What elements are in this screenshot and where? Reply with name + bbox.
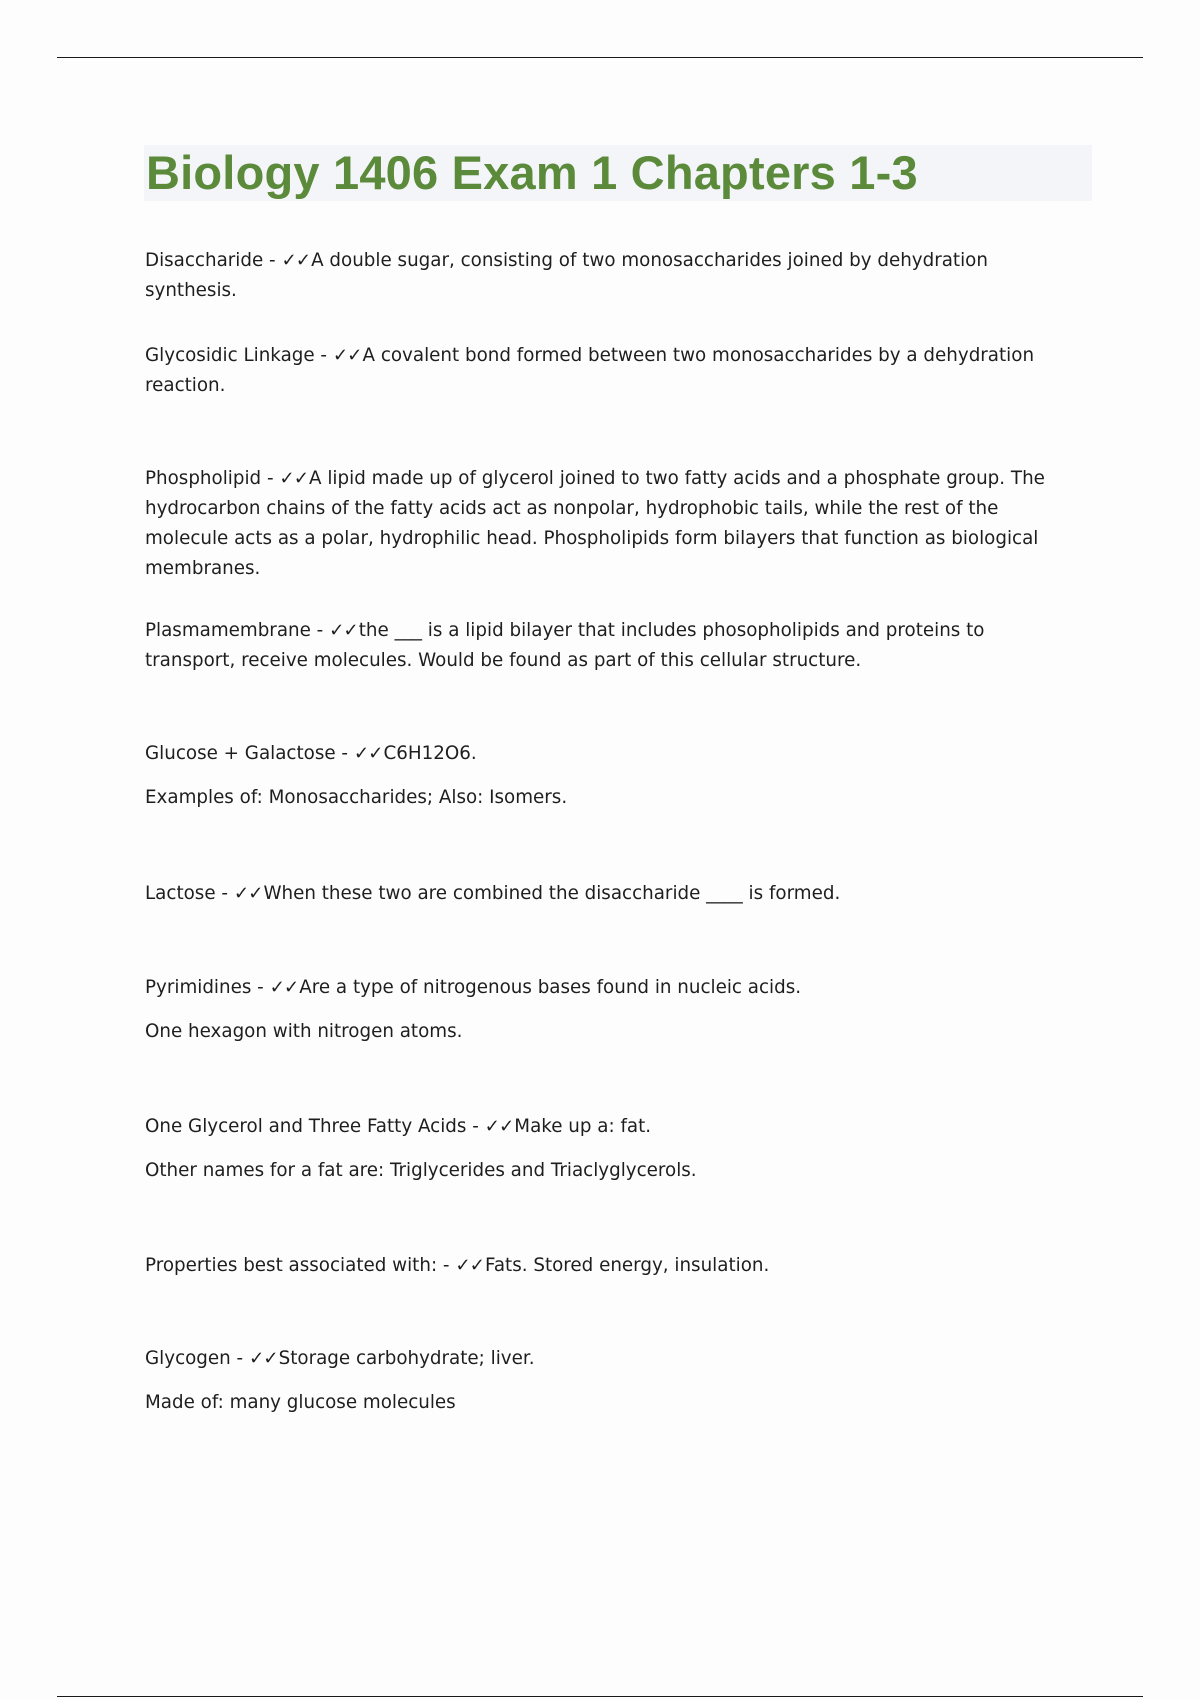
entry-definition: A covalent bond formed between two monosaccharides by a dehydration reaction. — [145, 345, 1035, 396]
double-check-icon: ✓✓ — [269, 977, 299, 998]
list-item — [145, 616, 1080, 676]
entry-line — [145, 616, 1080, 676]
list-item — [145, 1344, 1080, 1418]
entry-line — [145, 341, 1080, 401]
separator: - — [251, 977, 270, 998]
entry-definition: the ___ is a lipid bilayer that includes phosopholipids and proteins to transport, receive molecules. Would be found as part of this cellular structure. — [145, 620, 985, 671]
double-check-icon: ✓✓ — [484, 1116, 514, 1137]
entry-line — [145, 1112, 1080, 1142]
list-item — [145, 973, 1080, 1047]
page-title: Biology 1406 Exam 1 Chapters 1-3 — [146, 146, 918, 199]
entry-line — [145, 1251, 1080, 1281]
entry-definition: A double sugar, consisting of two monosaccharides joined by dehydration synthesis. — [145, 250, 988, 301]
separator: - — [437, 1255, 456, 1276]
header-rule — [57, 57, 1143, 58]
entry-definition: Are a type of nitrogenous bases found in nucleic acids. — [299, 977, 802, 998]
double-check-icon: ✓✓ — [281, 250, 311, 271]
double-check-icon: ✓✓ — [248, 1348, 278, 1369]
entry-definition: When these two are combined the disaccharide ____ is formed. — [263, 883, 841, 904]
separator: - — [263, 250, 282, 271]
entry-definition: Fats. Stored energy, insulation. — [484, 1255, 770, 1276]
entry-definition: C6H12O6. — [383, 743, 477, 764]
entry-line — [145, 879, 1080, 909]
entry-definition: Make up a: fat. — [514, 1116, 652, 1137]
double-check-icon: ✓✓ — [455, 1255, 484, 1276]
entry-line — [145, 739, 1080, 769]
entry-term: One Glycerol and Three Fatty Acids — [145, 1116, 467, 1137]
entry-definition: A lipid made up of glycerol joined to two fatty acids and a phosphate group. The hydrocarbon chains of the fatty acids act as nonpolar, hydrophobic tails, while the rest of the molecule acts as a polar, hydrophilic head. Phospholipids form bilayers that function as biological membranes. — [145, 468, 1045, 579]
entry-extra: One hexagon with nitrogen atoms. — [145, 1021, 463, 1042]
double-check-icon: ✓✓ — [279, 468, 309, 489]
list-item — [145, 1251, 1080, 1281]
list-item — [145, 341, 1080, 401]
entry-line — [145, 246, 1080, 306]
separator: - — [310, 620, 330, 641]
entry-term: Properties best associated with: — [145, 1255, 438, 1276]
separator: - — [215, 883, 234, 904]
entry-term: Plasmamembrane — [145, 620, 311, 641]
double-check-icon: ✓✓ — [233, 883, 263, 904]
entry-term: Pyrimidines — [145, 977, 252, 998]
double-check-icon: ✓✓ — [329, 620, 358, 641]
entry-term: Disaccharide — [145, 250, 264, 271]
separator: - — [314, 345, 333, 366]
entry-term: Lactose — [145, 883, 216, 904]
entry-term: Glycogen — [145, 1348, 231, 1369]
list-item — [145, 1112, 1080, 1186]
entry-extra: Examples of: Monosaccharides; Also: Isomers. — [145, 787, 568, 808]
separator: - — [335, 743, 354, 764]
entry-line — [145, 1344, 1080, 1374]
separator: - — [261, 468, 280, 489]
double-check-icon: ✓✓ — [353, 743, 383, 764]
entry-extra: Made of: many glucose molecules — [145, 1392, 456, 1413]
entry-line — [145, 973, 1080, 1003]
entry-term: Glucose + Galactose — [145, 743, 336, 764]
list-item — [145, 246, 1080, 306]
entry-term: Phospholipid — [145, 468, 262, 489]
entry-term: Glycosidic Linkage — [145, 345, 315, 366]
entry-line — [145, 464, 1080, 584]
list-item — [145, 879, 1080, 909]
separator: - — [230, 1348, 249, 1369]
list-item — [145, 739, 1080, 813]
list-item — [145, 464, 1080, 584]
double-check-icon: ✓✓ — [332, 345, 362, 366]
footer-rule — [57, 1696, 1143, 1697]
entry-definition: Storage carbohydrate; liver. — [278, 1348, 535, 1369]
entry-extra: Other names for a fat are: Triglycerides and Triaclyglycerols. — [145, 1160, 697, 1181]
separator: - — [466, 1116, 485, 1137]
